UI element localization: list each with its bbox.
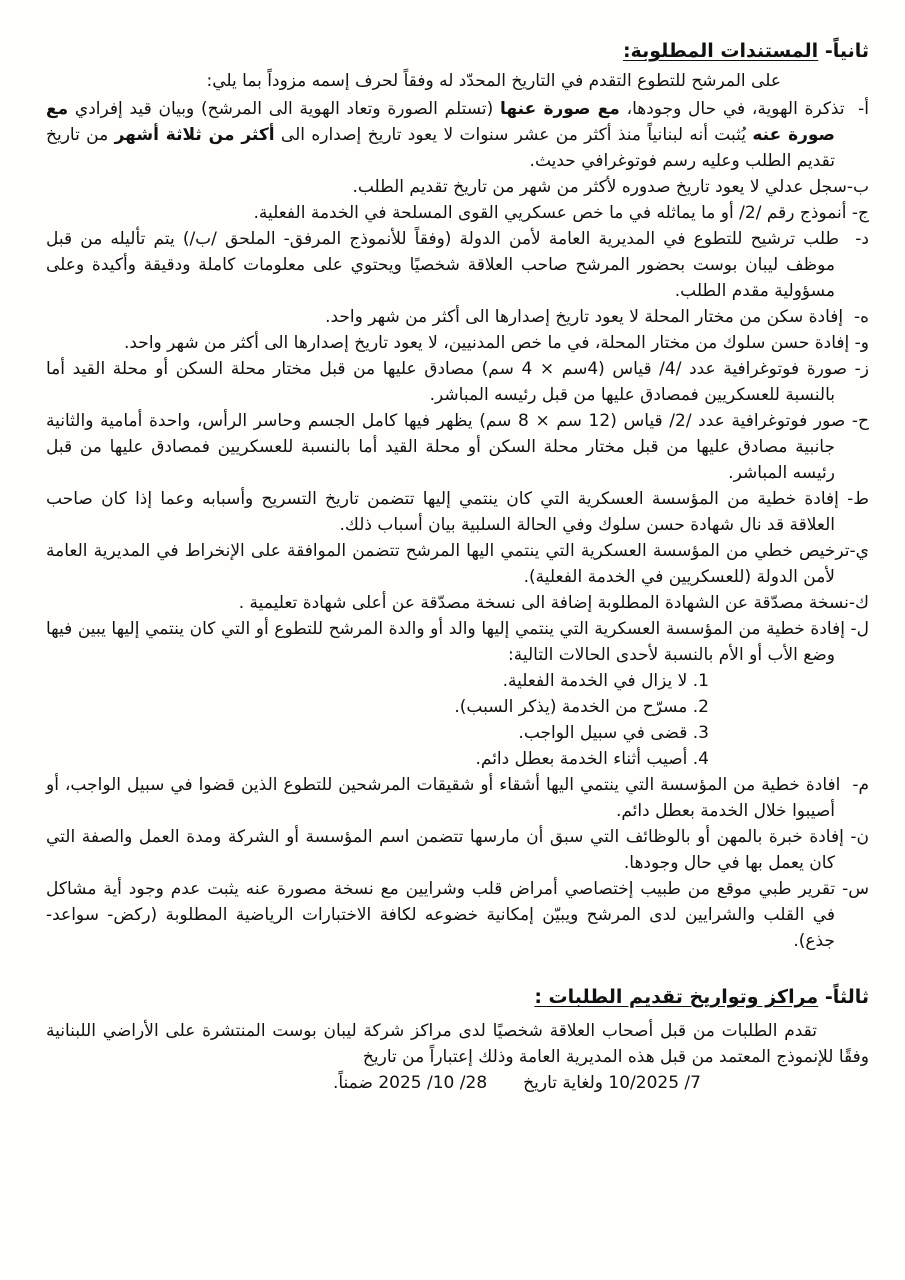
item-letter: ط- [838,489,869,509]
section-2-intro: على المرشح للتطوع التقدم في التاريخ المحدّد له وفقاً لحرف إسمه مزوداً بما يلي: [206,71,781,91]
item-text: نسخة مصدّقة عن الشهادة المطلوبة إضافة الى نسخة مصدّقة عن أعلى شهادة تعليمية . [238,593,849,613]
item-text: من تاريخ تقديم الطلب وعليه رسم فوتوغرافي حديث. [46,125,835,171]
item-letter: ك- [848,593,869,613]
item-letter: س- [835,879,869,899]
section-3-paragraph: تقدم الطلبات من قبل أصحاب العلاقة شخصيًا لدى مراكز شركة ليبان بوست المنتشرة على الأراضي اللبنانية وفقًا للإنموذج المعتمد من قبل هذه المديرية العامة وذلك إعتباراً من تاريخ [46,1021,869,1067]
item-text: سجل عدلي لا يعود تاريخ صدوره لأكثر من شهر من تاريخ تقديم الطلب. [352,177,847,197]
requirement-item [46,824,869,876]
requirement-item [46,538,869,590]
parent-status-list [46,668,709,772]
item-text: افادة خطية من المؤسسة التي ينتمي اليها أشقاء أو شقيقات المرشحين للتطوع الذين قضوا في سبيل الواجب، أو أصيبوا خلال الخدمة بعطل دائم. [46,775,841,821]
section-3-heading-title: مراكز وتواريخ تقديم الطلبات : [534,986,819,1008]
requirement-item [46,356,869,408]
requirement-item [46,590,869,616]
item-text: إفادة حسن سلوك من مختار المحلة، في ما خص المدنيين، لا يعود تاريخ إصدارها الى أكثر من شهر واحد. [123,333,850,353]
item-text: طلب ترشيح للتطوع في المديرية العامة لأمن الدولة (وفقاً للأنموذج المرفق- الملحق /ب/) يتم تأليله من قبل موظف ليبان بوست بحضور المرشح صاحب العلاقة شخصيًا ويحتوي على معلومات كاملة ودقيقة وأكيدة وعلى مسؤولية مقدم الطلب. [46,229,840,301]
requirement-item [46,304,869,330]
item-text: صورة فوتوغرافية عدد /4/ قياس (4سم × 4 سم) مصادق عليها من قبل مختار محلة السكن أو محلة القيد أما بالنسبة للعسكريين فمصادق عليها من قبل رئيسه المباشر. [46,359,848,405]
item-letter: د- [839,229,869,249]
sublist-item: 4. أصيب أثناء الخدمة بعطل دائم. [475,749,709,769]
item-text: صور فوتوغرافية عدد /2/ قياس (12 سم × 8 سم) يظهر فيها كامل الجسم وحاسر الرأس، واحدة أمامية والثانية جانبية مصادق عليها من قبل مختار محلة السكن أو محلة القيد أما بالنسبة للعسكريين فمصادق عليها من قبل رئيسه المباشر. [46,411,846,483]
item-letter: و- [849,333,869,353]
requirement-item [46,96,869,174]
requirement-item [46,772,869,824]
item-letter: ح- [845,411,870,431]
item-text: إفادة خطية من المؤسسة العسكرية التي ينتمي إليها والد أو والدة المرشح للتطوع أو التي كان ينتمي إليها يبين فيها وضع الأب أو الأم بالنسبة لأحدى الحالات التالية: [46,619,845,665]
item-letter: ز- [847,359,869,379]
section-2-heading-prefix: ثانياً- [818,40,869,62]
required-documents-list [46,96,869,954]
submission-dates-line [46,1070,869,1096]
requirement-item [46,876,869,954]
item-text-bold: مع صورة عنها [500,99,620,119]
item-text: تذكرة الهوية، في حال وجودها، [619,99,845,119]
item-text: (تستلم الصورة وتعاد الهوية الى المرشح) وبيان قيد إفرادي [68,99,501,119]
requirement-item [46,174,869,200]
requirement-item [46,616,869,668]
date-from-text: 7/ 10/2025 ولغاية تاريخ [523,1073,701,1093]
item-letter: أ- [844,99,869,119]
item-letter: ج- [846,203,869,223]
section-2-heading [46,38,869,64]
item-text: ترخيص خطي من المؤسسة العسكرية التي ينتمي اليها المرشح تتضمن الموافقة على الإنخراط في المديرية العامة لأمن الدولة (للعسكريين في الخدمة الفعلية). [46,541,850,587]
item-text: إفادة خبرة بالمهن أو بالوظائف التي سبق أن مارسها تتضمن اسم المؤسسة أو الشركة ومدة العمل والصفة التي كان يعمل بها في حال وجودها. [46,827,844,873]
requirement-item [46,408,869,486]
date-to-text: 28/ 10/ 2025 ضمناً. [332,1073,488,1093]
sublist-item: 1. لا يزال في الخدمة الفعلية. [502,671,709,691]
item-text: أنموذج رقم /2/ أو ما يماثله في ما خص عسكريي القوى المسلحة في الخدمة الفعلية. [253,203,847,223]
section-3-heading-prefix: ثالثاً- [818,986,869,1008]
item-text-bold: أكثر من ثلاثة أشهر [114,125,275,145]
item-letter: م- [840,775,870,795]
item-letter: ل- [844,619,870,639]
item-letter: ه- [843,307,869,327]
item-letter: ب- [846,177,869,197]
item-text-bold: مع صورة عنه [46,99,835,145]
requirement-item [46,226,869,304]
requirement-item [46,200,869,226]
section-3-heading [46,984,869,1010]
item-letter: ي- [849,541,869,561]
item-text: إفادة خطية من المؤسسة العسكرية التي كان ينتمي إليها تتضمن تاريخ التسريح وأسبابه وعما إذا كان صاحب العلاقة قد نال شهادة حسن سلوك وفي الحالة السلبية بيان أسباب ذلك. [46,489,839,535]
requirement-item [46,486,869,538]
sublist-item: 3. قضى في سبيل الواجب. [518,723,709,743]
requirement-item [46,330,869,356]
item-text: يُثبت أنه لبنانياً منذ أكثر من عشر سنوات لا يعود تاريخ إصداره الى [274,125,753,145]
item-text: تقرير طبي موقع من طبيب إختصاصي أمراض قلب وشرايين مع نسخة مصورة عنه يثبت عدم وجود أية مشاكل في القلب والشرايين لدى المرشح ويبيّن إمكانية خضوعه لكافة الاختبارات الرياضية المطلوبة (ركض- سواعد- جذع). [46,879,836,951]
item-text: إفادة سكن من مختار المحلة لا يعود تاريخ إصدارها الى أكثر من شهر واحد. [325,307,844,327]
sublist-item: 2. مسرّح من الخدمة (يذكر السبب). [454,697,709,717]
section-2-heading-title: المستندات المطلوبة: [622,40,819,62]
item-letter: ن- [843,827,869,847]
